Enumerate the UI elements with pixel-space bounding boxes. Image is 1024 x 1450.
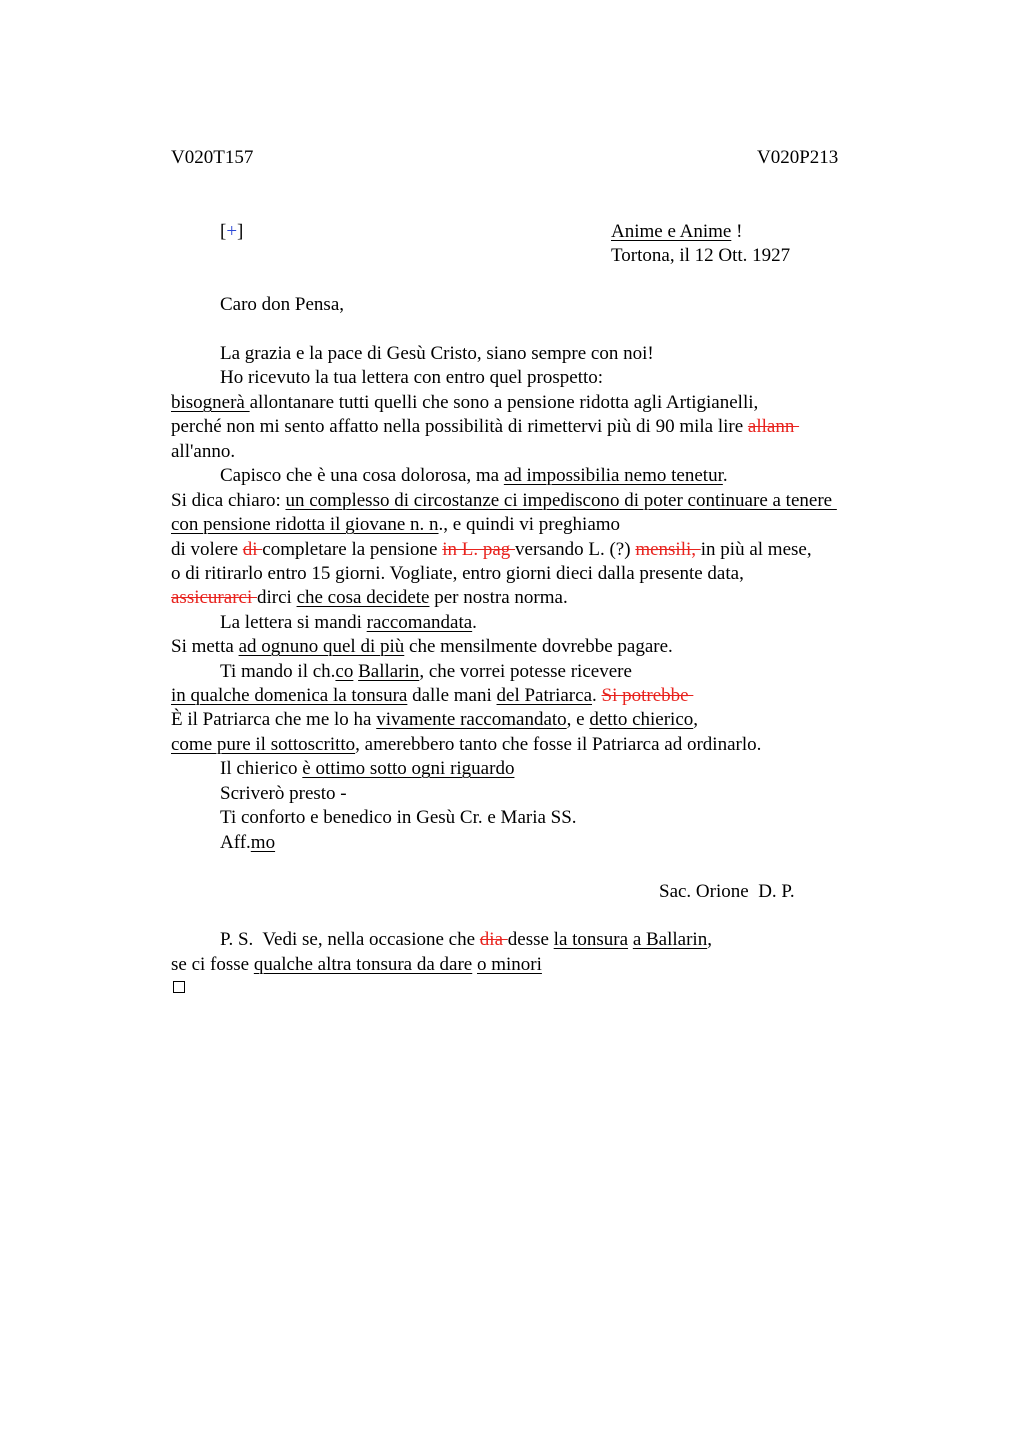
deleted-text: mensili, <box>635 539 701 560</box>
underlined-text: del Patriarca <box>496 685 593 706</box>
header-right-code: V020P213 <box>757 147 839 168</box>
text-segment: Capisco che è una cosa dolorosa, ma <box>220 465 504 486</box>
body-line <box>171 489 837 513</box>
text-segment: , amerebbero tanto che fosse il Patriarca ad ordinarlo. <box>355 734 762 755</box>
text-segment: , che vorrei potesse ricevere <box>419 661 632 682</box>
cross-open: [ <box>220 221 227 242</box>
body-line <box>171 562 744 586</box>
text-segment: ., e quindi vi preghiamo <box>438 514 621 535</box>
body-line <box>171 733 761 757</box>
underlined-text: ad impossibilia nemo tenetur <box>503 465 723 486</box>
text-segment: se ci fosse <box>171 954 254 975</box>
underlined-text: con pensione ridotta il giovane n. n <box>171 514 439 535</box>
underlined-text: mo <box>250 832 276 853</box>
body-line <box>220 366 603 390</box>
deleted-text: allann <box>747 416 800 437</box>
body-line <box>171 513 620 537</box>
deleted-text: Si potrebbe <box>601 685 694 706</box>
text-segment: Ti mando il ch. <box>220 661 336 682</box>
body-line <box>171 440 235 464</box>
underlined-text: è ottimo sotto ogni riguardo <box>302 758 515 779</box>
underlined-text: che cosa decidete <box>296 587 430 608</box>
underlined-text: co <box>335 661 354 682</box>
underlined-text: bisognerà <box>171 392 250 413</box>
place-date: Tortona, il 12 Ott. 1927 <box>611 245 791 266</box>
underlined-text: come pure il sottoscritto <box>171 734 356 755</box>
text-segment: perché non mi sento affatto nella possibilità di rimettervi più di 90 mila lire <box>171 416 748 437</box>
text-segment: versando L. (?) <box>515 539 636 560</box>
text-segment: allontanare tutti quelli che sono a pensione ridotta agli Artigianelli, <box>249 392 759 413</box>
text-segment: all'anno. <box>171 441 236 462</box>
salutation: Caro don Pensa, <box>220 294 345 315</box>
text-segment: o di ritirarlo entro 15 giorni. Vogliate, entro giorni dieci dalla presente data, <box>171 563 744 584</box>
text-segment: dalle mani <box>407 685 497 706</box>
text-segment: per nostra norma. <box>429 587 568 608</box>
text-segment: di volere <box>171 539 243 560</box>
text-segment: Aff. <box>220 832 251 853</box>
motto-suffix: ! <box>731 221 743 242</box>
underlined-text: la tonsura <box>553 929 629 950</box>
body-line <box>220 757 514 781</box>
underlined-text: ad ognuno quel di più <box>238 636 405 657</box>
body-line <box>220 464 728 488</box>
cross-close: ] <box>237 221 244 242</box>
postscript-line <box>220 928 712 952</box>
text-segment: . <box>472 612 477 633</box>
body-line <box>171 391 758 415</box>
header-left-code: V020T157 <box>171 147 254 168</box>
deleted-text: di <box>242 539 263 560</box>
underlined-text: vivamente raccomandato <box>376 709 567 730</box>
underlined-text: un complesso di circostanze ci impediscono di poter continuare a tenere <box>285 490 837 511</box>
text-segment: Si metta <box>171 636 239 657</box>
text-segment: desse <box>507 929 554 950</box>
text-segment: , e <box>566 709 590 730</box>
deleted-text: in L. pag <box>442 539 516 560</box>
underlined-text: o minori <box>476 954 542 975</box>
text-segment: La grazia e la pace di Gesù Cristo, siano sempre con noi! <box>220 343 654 364</box>
body-line <box>171 586 568 610</box>
body-line <box>220 660 632 684</box>
text-segment: Si dica chiaro: <box>171 490 286 511</box>
text-segment: . <box>722 465 728 486</box>
postscript-line <box>171 953 542 977</box>
body-line <box>171 708 698 732</box>
body-line <box>171 684 693 708</box>
text-segment: , <box>707 929 712 950</box>
body-line <box>171 415 799 439</box>
cross-sign: + <box>226 221 238 242</box>
motto <box>611 220 742 244</box>
text-segment: Scriverò presto - <box>220 783 347 804</box>
body-line <box>220 611 477 635</box>
underlined-text: qualche altra tonsura da dare <box>253 954 473 975</box>
text-segment: , <box>693 709 699 730</box>
text-segment: completare la pensione <box>262 539 443 560</box>
body-line <box>220 342 654 366</box>
body-line <box>220 782 347 806</box>
text-segment: È il Patriarca che me lo ha <box>171 709 377 730</box>
signature: Sac. Orione D. P. <box>659 881 795 902</box>
text-segment: Il chierico <box>220 758 303 779</box>
text-segment: dirci <box>256 587 297 608</box>
deleted-text: dia <box>479 929 508 950</box>
text-segment: La lettera si mandi <box>220 612 367 633</box>
cross-mark <box>220 220 243 244</box>
body-line <box>220 831 275 855</box>
motto-text: Anime e Anime <box>611 221 732 242</box>
body-line <box>171 635 673 659</box>
underlined-text: Ballarin <box>358 661 420 682</box>
body-line <box>220 806 577 830</box>
text-segment: Ho ricevuto la tua lettera con entro quel prospetto: <box>220 367 604 388</box>
underlined-text: in qualche domenica la tonsura <box>171 685 408 706</box>
text-segment: che mensilmente dovrebbe pagare. <box>404 636 673 657</box>
underlined-text: a Ballarin <box>632 929 708 950</box>
underlined-text: raccomandata <box>366 612 473 633</box>
deleted-text: assicurarci <box>171 587 257 608</box>
underlined-text: detto chierico <box>589 709 694 730</box>
text-segment: Ti conforto e benedico in Gesù Cr. e Maria SS. <box>220 807 577 828</box>
end-square-icon <box>173 981 185 993</box>
text-segment: in più al mese, <box>700 539 812 560</box>
text-segment: P. S. Vedi se, nella occasione che <box>220 929 480 950</box>
body-line <box>171 538 812 562</box>
text-segment: . <box>592 685 602 706</box>
